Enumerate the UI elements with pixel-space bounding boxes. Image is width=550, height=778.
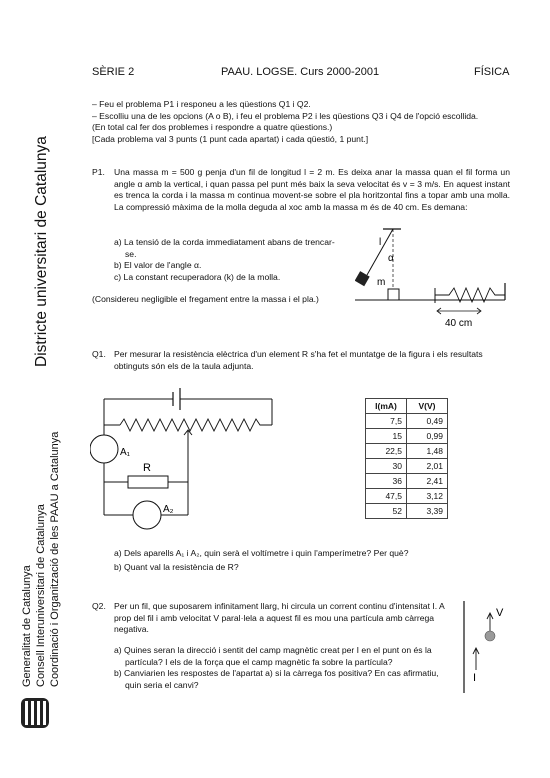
- q1-statement: Per mesurar la resistència elèctrica d'un element R s'ha fet el muntatge de la figura i els resultats obtinguts són els de la taula adjunta.: [114, 349, 483, 371]
- p1-label: P1.: [92, 167, 105, 177]
- header-serie: SÈRIE 2: [92, 66, 135, 78]
- table-row: [366, 459, 448, 474]
- header-exam: PAAU. LOGSE. Curs 2000-2001: [221, 66, 380, 78]
- table-cell: 0,99: [407, 429, 448, 444]
- q1-items: [114, 548, 510, 573]
- q2-figure: [455, 597, 515, 697]
- q2-item-a: a) Quines seran la direcció i sentit del camp magnètic creat per I en el punt on és la partícula? I els de la força que el camp magnètic fa sobre la partícula?: [114, 645, 432, 667]
- district-label: Districte universitari de Catalunya: [33, 136, 50, 367]
- q1-fig-a2: A₂: [163, 504, 174, 515]
- table-cell: 47,5: [366, 489, 407, 504]
- q1-label: Q1.: [92, 349, 106, 359]
- q2-label: Q2.: [92, 601, 106, 611]
- q2-items: [114, 645, 447, 691]
- instruction-line: – Feu el problema P1 i responeu a les qüestions Q1 i Q2.: [92, 99, 311, 109]
- table-cell: 15: [366, 429, 407, 444]
- q2-fig-i: I: [473, 672, 477, 684]
- table-cell: 52: [366, 504, 407, 519]
- table-cell: 36: [366, 474, 407, 489]
- q1-circuit: [90, 385, 290, 535]
- table-row: [366, 489, 448, 504]
- org-line-3: Coordinació i Organització de les PAAU a Catalunya: [49, 431, 61, 687]
- table-cell: 2,41: [407, 474, 448, 489]
- q2-fig-v: V: [496, 607, 504, 619]
- p1-statement: Una massa m = 500 g penja d'un fil de longitud l = 2 m. Es deixa anar la massa quan el fil forma un angle α amb la vertical, i quan passa pel punt més baix la seva velocitat és v = 3 m/s. En aquest instant es trenca la corda i la massa m continua movent-se sobre el pla horitzontal fins a topar amb una molla. La compressió màxima de la molla deguda al xoc amb la massa m és de 40 cm. Es demana:: [114, 167, 510, 212]
- table-cell: 1,48: [407, 444, 448, 459]
- p1-fig-m: m: [377, 277, 386, 288]
- org-line-1: Generalitat de Catalunya: [21, 565, 33, 687]
- particle-dot: [485, 631, 495, 641]
- p1-item-a: a) La tensió de la corda immediatament abans de trencar-se.: [114, 237, 335, 259]
- table-cell: 3,39: [407, 504, 448, 519]
- q1-item-b: b) Quant val la resistència de R?: [114, 561, 239, 572]
- generalitat-logo: [20, 697, 50, 729]
- p1-fig-l: l: [379, 237, 382, 248]
- q1-fig-a1: A₁: [120, 447, 131, 458]
- q1-data-table: [365, 398, 448, 519]
- table-header-row: [366, 399, 448, 414]
- p1-fig-dist: 40 cm: [445, 318, 473, 329]
- table-row: [366, 414, 448, 429]
- p1-figure: [355, 225, 515, 335]
- q1-fig-r: R: [143, 462, 151, 474]
- table-row: [366, 444, 448, 459]
- table-header-v: V(V): [407, 399, 448, 414]
- p1-fig-alpha: α: [388, 253, 394, 264]
- instruction-line: [Cada problema val 3 punts (1 punt cada apartat) i cada qüestió, 1 punt.]: [92, 133, 369, 144]
- table-cell: 22,5: [366, 444, 407, 459]
- p1-item-c: c) La constant recuperadora (k) de la molla.: [114, 271, 281, 282]
- table-cell: 0,49: [407, 414, 448, 429]
- table-row: [366, 474, 448, 489]
- table-header-i: I(mA): [366, 399, 407, 414]
- table-cell: 30: [366, 459, 407, 474]
- table-row: [366, 504, 448, 519]
- q2-statement: Per un fil, que suposarem infinitament llarg, hi circula un corrent continu d'intensitat I. A prop del fil i amb velocitat V paral·lela a aquest fil es mou una partícula amb càrrega negativa.: [114, 601, 445, 635]
- table-cell: 7,5: [366, 414, 407, 429]
- table-cell: 2,01: [407, 459, 448, 474]
- p1-note: (Considereu negligible el fregament entre la massa i el pla.): [92, 294, 319, 304]
- q2-item-b: b) Canviarien les respostes de l'apartat a) si la càrrega fos positiva? En cas afirmatiu, quin seria el canvi?: [114, 668, 439, 690]
- table-row: [366, 429, 448, 444]
- instruction-line: (En total cal fer dos problemes i respondre a quatre qüestions.): [92, 122, 333, 133]
- instruction-line: – Escolliu una de les opcions (A o B), i feu el problema P2 i les qüestions Q3 i Q4 de l'opció escollida.: [92, 110, 479, 121]
- header-subject: FÍSICA: [474, 66, 510, 78]
- org-line-2: Consell Interuniversitari de Catalunya: [35, 504, 47, 687]
- table-cell: 3,12: [407, 489, 448, 504]
- q1-item-a: a) Dels aparells A₁ i A₂, quin serà el voltímetre i quin l'amperímetre? Per què?: [114, 548, 409, 558]
- p1-items: [114, 237, 346, 283]
- p1-item-b: b) El valor de l'angle α.: [114, 260, 202, 271]
- instructions: [92, 99, 512, 145]
